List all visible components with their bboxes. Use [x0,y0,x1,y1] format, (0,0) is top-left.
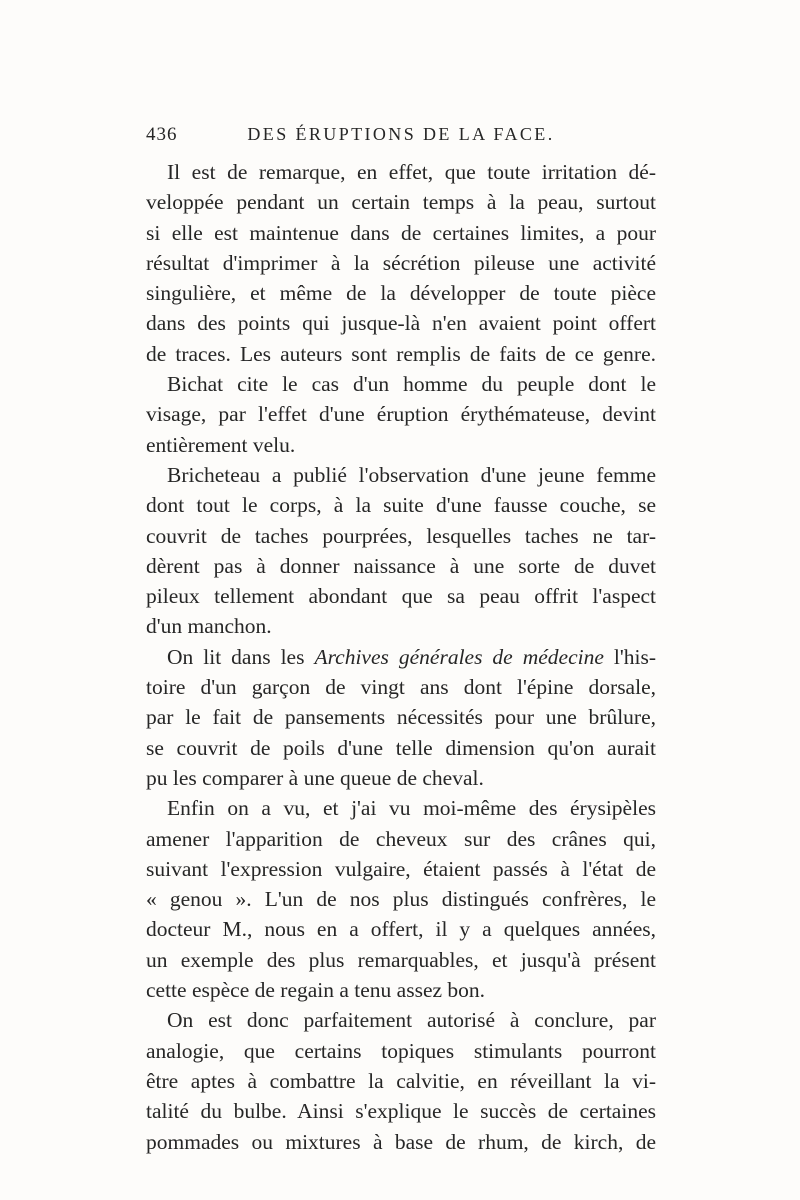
text-line: singulière, et même de la développer de toute pièce [146,281,656,306]
text-line: Bricheteau a publié l'observation d'une jeune femme [167,462,656,487]
text-line: talité du bulbe. Ainsi s'explique le succès de certaines [146,1099,656,1124]
text-line: entièrement velu. [146,432,296,457]
running-title: DES ÉRUPTIONS DE LA FACE. [247,124,555,144]
text-line: Bichat cite le cas d'un homme du peuple dont le [167,372,656,397]
text-line: d'un manchon. [146,614,272,639]
text-line: par le fait de pansements nécessités pour une brûlure, [146,705,656,730]
text-line: pileux tellement abondant que sa peau offrit l'aspect [146,584,656,609]
text-line: cette espèce de regain a tenu assez bon. [146,978,486,1003]
journal-title: Archives générales de médecine [314,644,604,669]
text-line: résultat d'imprimer à la sécrétion pileuse une activité [146,250,656,275]
text-line: se couvrit de poils d'une telle dimension qu'on aurait [146,735,656,760]
text-line: visage, par l'effet d'une éruption érythémateuse, devint [146,402,656,427]
text-line: couvrit de taches pourprées, lesquelles taches ne tar- [146,523,656,548]
paragraph [146,369,656,460]
page-header [146,124,656,152]
text-line: pommades ou mixtures à base de rhum, de kirch, de [146,1129,656,1154]
text-line: Il est de remarque, en effet, que toute irritation dé- [167,160,656,184]
text-line: Enfin on a vu, et j'ai vu moi-même des érysipèles [167,796,656,821]
text-line: si elle est maintenue dans de certaines limites, a pour [146,220,656,245]
paragraph [146,157,656,369]
text-line [146,642,656,672]
text-line: On est donc parfaitement autorisé à conclure, par [167,1008,656,1033]
text-line: pu les comparer à une queue de cheval. [146,765,484,790]
body-text [146,157,656,1157]
paragraph [146,642,656,793]
text-segment: On lit dans les [167,644,315,669]
text-line: analogie, que certains topiques stimulants pourront [146,1038,656,1063]
text-line: toire d'un garçon de vingt ans dont l'épine dorsale, [146,675,656,700]
paragraph [146,793,656,1005]
text-line: de traces. Les auteurs sont remplis de faits de ce genre. [146,341,656,366]
text-line: veloppée pendant un certain temps à la peau, surtout [146,190,656,215]
text-line: « genou ». L'un de nos plus distingués confrères, le [146,887,656,912]
text-line: docteur M., nous en a offert, il y a quelques années, [146,917,656,942]
paragraph [146,1005,656,1156]
text-segment: l'his- [603,644,656,669]
text-line: être aptes à combattre la calvitie, en réveillant la vi- [146,1068,656,1093]
text-line: dont tout le corps, à la suite d'une fausse couche, se [146,493,656,518]
text-line: un exemple des plus remarquables, et jusqu'à présent [146,947,656,972]
paragraph [146,460,656,642]
text-line: dèrent pas à donner naissance à une sorte de duvet [146,553,656,578]
text-line: amener l'apparition de cheveux sur des crânes qui, [146,826,656,851]
text-line: dans des points qui jusque-là n'en avaient point offert [146,311,656,336]
page-number: 436 [146,124,178,145]
text-line: suivant l'expression vulgaire, étaient passés à l'état de [146,856,656,881]
